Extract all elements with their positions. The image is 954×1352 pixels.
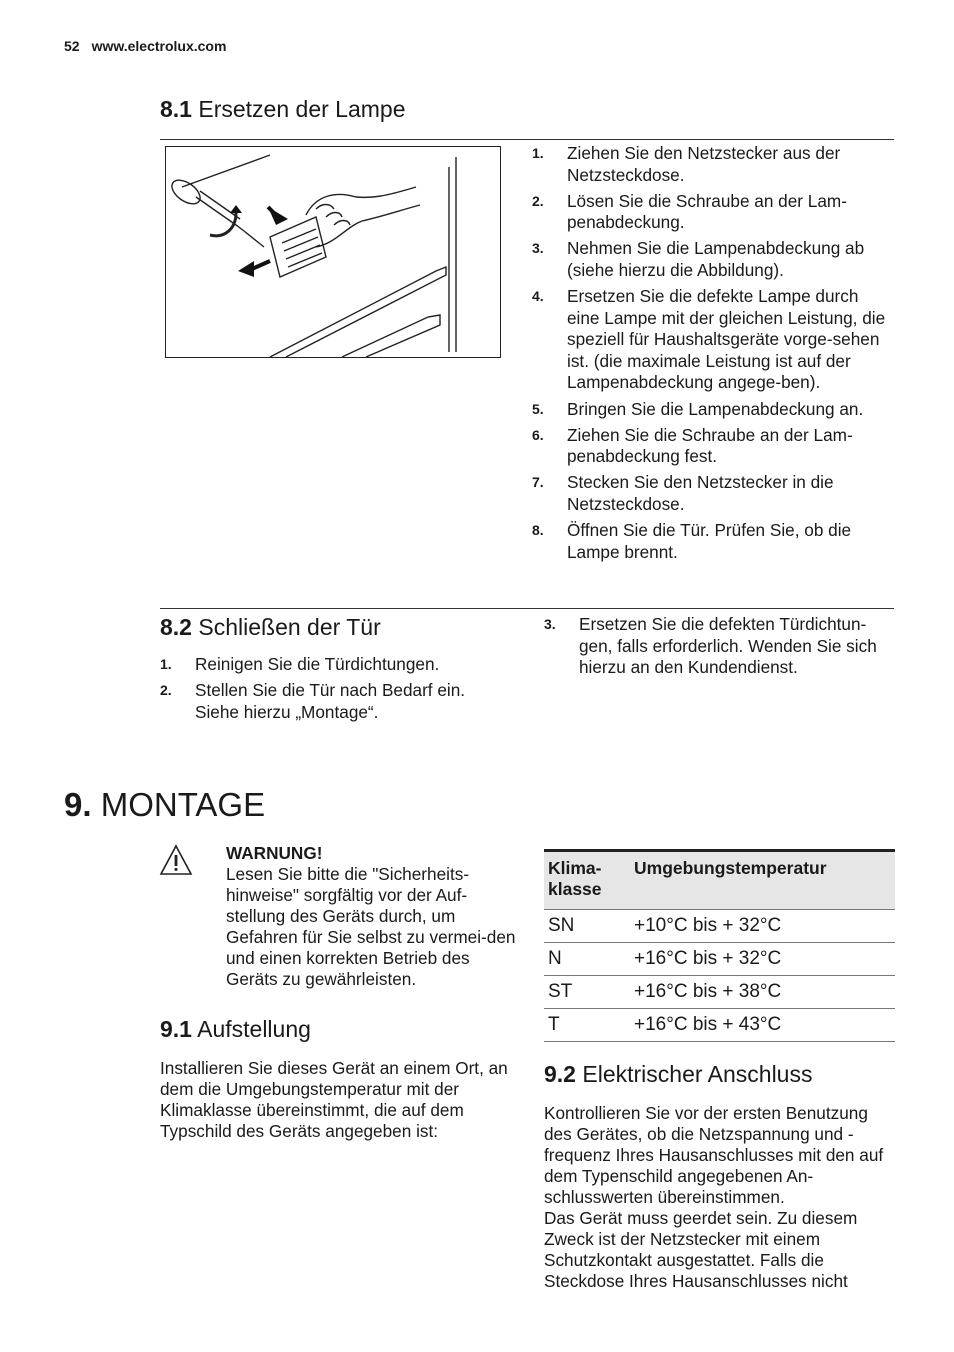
table-row bbox=[544, 910, 895, 943]
list-item bbox=[532, 143, 894, 186]
step-text: Bringen Sie die Lampenabdeckung an. bbox=[567, 398, 864, 419]
step-number: 5. bbox=[532, 400, 544, 417]
lamp-illustration-svg bbox=[166, 147, 500, 357]
step-number: 1. bbox=[532, 145, 544, 161]
warning-text: Lesen Sie bitte die "Sicherheits-hinweise" sorgfältig vor der Auf-stellung des Geräts durch, um Gefahren für Sie selbst zu vermei-den und einen korrekten Betrieb des Geräts zu gewährleisten. bbox=[226, 864, 516, 989]
step-number: 3. bbox=[544, 616, 556, 632]
step-number: 2. bbox=[160, 682, 172, 699]
section-number: 9.1 bbox=[160, 1016, 192, 1042]
table-cell: ST bbox=[544, 976, 630, 1009]
chapter-title-text: MONTAGE bbox=[100, 786, 266, 823]
column-header: Umgebungstemperatur bbox=[630, 851, 895, 910]
step-number: 2. bbox=[532, 192, 544, 209]
aufstellung-paragraph: Installieren Sie dieses Gerät an einem Ort, an dem die Umgebungstemperatur mit der Klimaklasse übereinstimmt, die auf dem Typschild des Geräts angegeben ist: bbox=[160, 1058, 508, 1141]
table-cell: N bbox=[544, 943, 630, 976]
section-rule bbox=[160, 139, 894, 140]
door-steps-list-left bbox=[160, 654, 505, 728]
warning-title: WARNUNG! bbox=[226, 843, 323, 863]
climate-class-table bbox=[544, 849, 895, 1042]
step-text: Stecken Sie den Netzstecker in die Netzsteckdose. bbox=[567, 472, 834, 514]
step-text: Ersetzen Sie die defekten Türdichtun-gen, falls erforderlich. Wenden Sie sich hierzu an den Kundendienst. bbox=[579, 614, 877, 678]
section-number: 8.2 bbox=[160, 614, 192, 640]
table-row bbox=[544, 976, 895, 1009]
section-title-text: Elektrischer Anschluss bbox=[582, 1061, 813, 1087]
section-8-2-title bbox=[160, 614, 381, 641]
chapter-number: 9. bbox=[64, 786, 92, 823]
section-8-1-title bbox=[160, 96, 406, 123]
warning-box bbox=[226, 843, 516, 990]
list-item bbox=[532, 191, 894, 234]
section-rule bbox=[160, 608, 894, 609]
table-cell: +16°C bis + 43°C bbox=[630, 1009, 895, 1042]
step-text: Ersetzen Sie die defekte Lampe durch eine Lampe mit der gleichen Leistung, die speziell für Haushaltsgeräte vorge-sehen ist. (die maximale Leistung ist auf der Lampenabdeckung angege-ben). bbox=[567, 286, 886, 393]
list-item bbox=[160, 680, 505, 723]
step-text: Stellen Sie die Tür nach Bedarf ein. Siehe hierzu „Montage“. bbox=[195, 680, 466, 722]
electrical-paragraph-1: Kontrollieren Sie vor der ersten Benutzung des Gerätes, ob die Netzspannung und -frequenz Ihres Hausanschlusses mit den auf dem Typenschild angegebenen An-schlusswerten übereinstimmen. bbox=[544, 1103, 884, 1207]
table-header-row bbox=[544, 851, 895, 910]
page-number: 52 bbox=[64, 38, 80, 54]
section-number: 9.2 bbox=[544, 1061, 576, 1087]
warning-triangle-icon bbox=[159, 844, 193, 876]
step-number: 3. bbox=[532, 240, 544, 257]
step-text: Reinigen Sie die Türdichtungen. bbox=[195, 654, 440, 674]
door-steps-list-right bbox=[544, 614, 896, 683]
step-number: 4. bbox=[532, 288, 544, 305]
step-number: 1. bbox=[160, 656, 172, 672]
step-text: Lösen Sie die Schraube an der Lam-penabdeckung. bbox=[567, 190, 847, 233]
chapter-title bbox=[64, 786, 265, 824]
table-row bbox=[544, 943, 895, 976]
step-number: 7. bbox=[532, 474, 544, 491]
step-text: Ziehen Sie den Netzstecker aus der Netzsteckdose. bbox=[567, 143, 841, 185]
warning-icon bbox=[159, 844, 193, 876]
table-cell: +16°C bis + 38°C bbox=[630, 976, 895, 1009]
table-cell: SN bbox=[544, 910, 630, 943]
section-title-text: Aufstellung bbox=[197, 1016, 311, 1042]
step-text: Nehmen Sie die Lampenabdeckung ab (siehe hierzu die Abbildung). bbox=[567, 238, 865, 280]
list-item bbox=[532, 238, 894, 281]
column-header: Klima-klasse bbox=[544, 851, 630, 910]
section-9-1-title bbox=[160, 1016, 311, 1043]
step-number: 6. bbox=[532, 426, 544, 443]
section-title-text: Ersetzen der Lampe bbox=[198, 96, 406, 122]
lamp-replacement-illustration bbox=[165, 146, 501, 358]
section-number: 8.1 bbox=[160, 96, 192, 122]
page-header bbox=[64, 38, 226, 54]
header-url: www.electrolux.com bbox=[91, 38, 227, 54]
list-item bbox=[532, 286, 894, 394]
list-item bbox=[532, 520, 894, 563]
table-cell: T bbox=[544, 1009, 630, 1042]
list-item bbox=[532, 472, 894, 515]
lamp-steps-list bbox=[532, 143, 894, 568]
table-cell: +16°C bis + 32°C bbox=[630, 943, 895, 976]
list-item bbox=[544, 614, 896, 679]
step-text: Ziehen Sie die Schraube an der Lam-penabdeckung fest. bbox=[567, 424, 853, 467]
section-title-text: Schließen der Tür bbox=[198, 614, 381, 640]
list-item bbox=[160, 654, 505, 676]
step-number: 8. bbox=[532, 522, 544, 538]
table-cell: +10°C bis + 32°C bbox=[630, 910, 895, 943]
section-9-2-title bbox=[544, 1061, 812, 1088]
list-item bbox=[532, 425, 894, 468]
electrical-paragraph-2: Das Gerät muss geerdet sein. Zu diesem Zweck ist der Netzstecker mit einem Schutzkontakt ausgestattet. Falls die Steckdose Ihres Hausanschlusses nicht bbox=[544, 1208, 858, 1291]
step-text: Öffnen Sie die Tür. Prüfen Sie, ob die Lampe brennt. bbox=[567, 520, 852, 562]
table-row bbox=[544, 1009, 895, 1042]
list-item bbox=[532, 399, 894, 421]
